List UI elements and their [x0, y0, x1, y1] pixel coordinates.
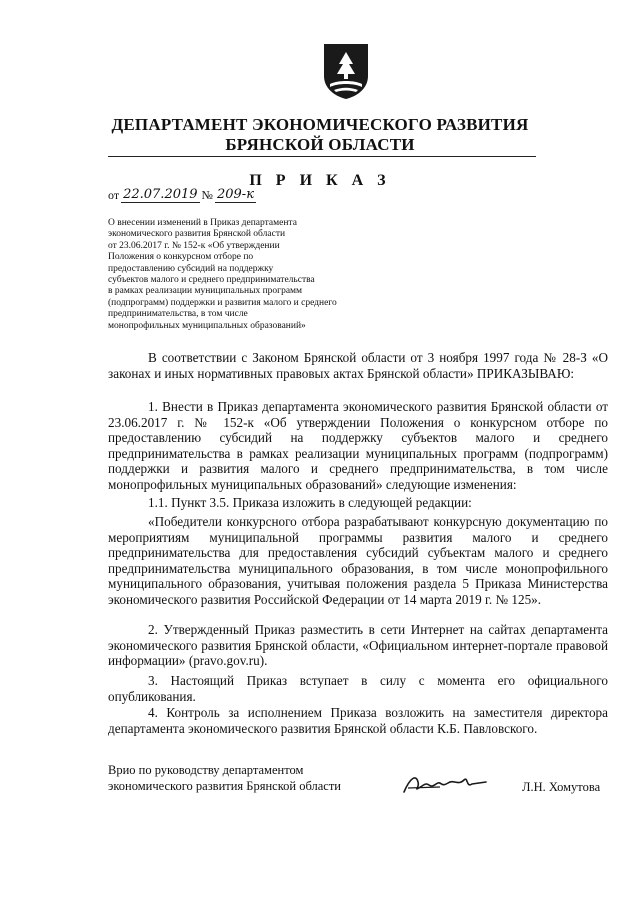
subject-line: (подпрограмм) поддержки и развития малого и среднего [108, 297, 337, 308]
quoted-amendment: «Победители конкурсного отбора разрабатывают конкурсную документацию по мероприятиям муниципальной программы развития малого и среднего предпринимательства для предоставления субсидий субъектам малого и среднего предпринимательства муниципального образования, в том числе монопрофильного муниципального образования, учитывая положения раздела 5 Приказа Министерства экономического развития Российской Федерации от 14 марта 2019 г. № 125». [108, 514, 608, 607]
department-name-line1: ДЕПАРТАМЕНТ ЭКОНОМИЧЕСКОГО РАЗВИТИЯ [111, 115, 529, 134]
coat-of-arms-icon [322, 42, 370, 100]
subject-line: предоставлению субсидий на поддержку [108, 263, 274, 274]
subject-line: субъектов малого и среднего предпринимательства [108, 275, 315, 286]
date-prefix: от [108, 188, 120, 202]
subject-line: от 23.06.2017 г. № 152-к «Об утверждении [108, 240, 280, 251]
handwritten-signature-icon [400, 768, 490, 798]
position-line: Врио по руководству департаментом [108, 763, 304, 777]
paragraph-4: 4. Контроль за исполнением Приказа возложить на заместителя директора департамента экономического развития Брянской области К.Б. Павловского. [108, 705, 608, 736]
signatory-name: Л.Н. Хомутова [522, 780, 601, 794]
paragraph-3: 3. Настоящий Приказ вступает в силу с момента его официального опубликования. [108, 673, 608, 704]
subject-line: О внесении изменений в Приказ департамента [108, 218, 297, 228]
subject-line: предпринимательства, в том числе [108, 309, 248, 320]
subject-line: в рамках реализации муниципальных программ [108, 286, 303, 297]
paragraph-1: 1. Внести в Приказ департамента экономического развития Брянской области от 23.06.2017 г. № 152-к «Об утверждении Положения о конкурсном отборе по предоставлению субсидий на поддержку субъектов малого и среднего предпринимательства в рамках реализации муниципальных программ (подпрограмм) поддержки и развития малого и среднего предпринимательства, в том числе монопрофильных муниципальных образований» следующие изменения: [108, 399, 608, 492]
intro-paragraph: В соответствии с Законом Брянской области от 3 ноября 1997 года № 28-З «О законах и иных нормативных правовых актах Брянской области» ПРИКАЗЫВАЮ: [108, 350, 608, 381]
order-number-line [108, 188, 256, 203]
order-date: 22.07.2019 [123, 187, 198, 202]
order-title: П Р И К А З [249, 172, 391, 189]
order-number: 209-к [216, 187, 254, 202]
subject-line: монопрофильных муниципальных образований» [108, 320, 306, 331]
position-line: экономического развития Брянской области [108, 779, 341, 793]
paragraph-1-1: 1.1. Пункт 3.5. Приказа изложить в следующей редакции: [148, 495, 472, 510]
subject-line: экономического развития Брянской области [108, 229, 286, 240]
paragraph-2: 2. Утвержденный Приказ разместить в сети Интернет на сайтах департамента экономического развития Брянской области, «Официальном интернет-портале правовой информации» (pravo.gov.ru). [108, 622, 608, 669]
subject-line: Положения о конкурсном отборе по [108, 252, 254, 263]
order-subject [108, 218, 378, 332]
number-prefix: № [201, 188, 213, 202]
signatory-position [108, 762, 341, 794]
department-name-line2: БРЯНСКОЙ ОБЛАСТИ [225, 135, 415, 154]
header-divider [108, 156, 536, 157]
